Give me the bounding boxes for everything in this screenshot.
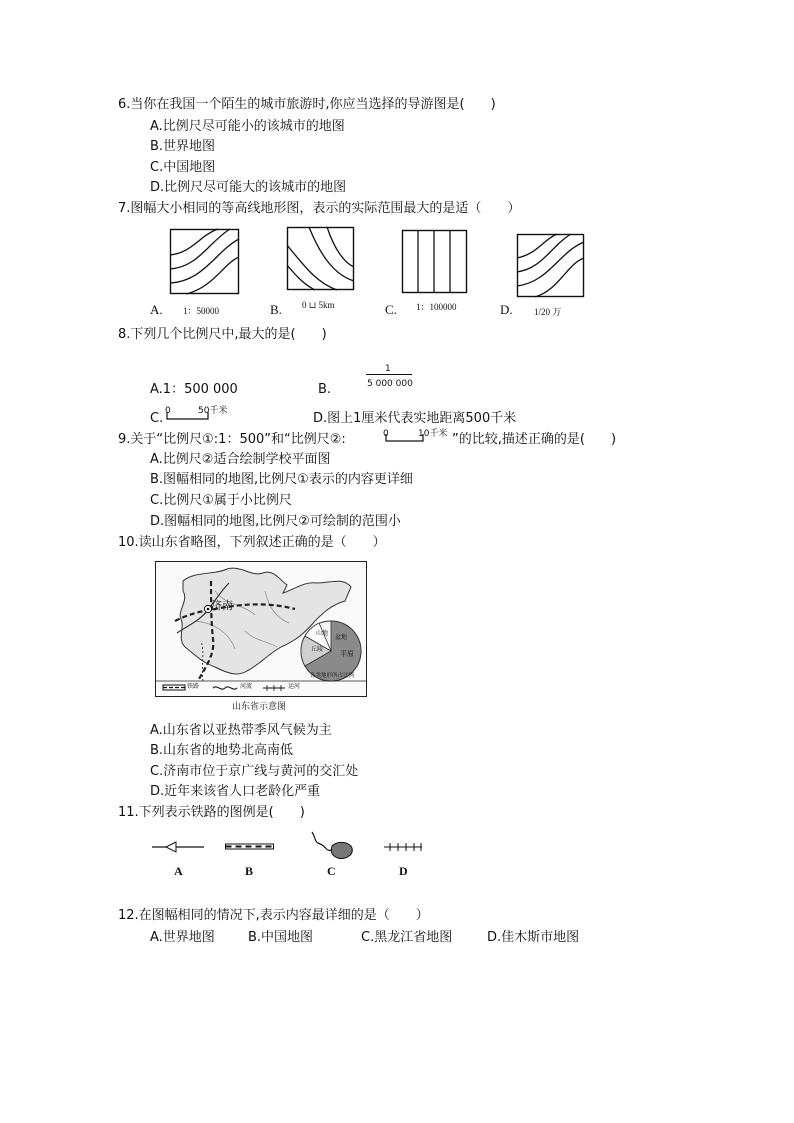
- q7-scale-c: 1：100000: [416, 302, 457, 312]
- q8-stem: 8.下列几个比例尺中,最大的是( ): [118, 327, 327, 342]
- map-city-label: 济南: [211, 599, 233, 612]
- q9-scale-value: 10千米: [418, 429, 448, 439]
- legend-river: 河流: [240, 683, 253, 690]
- q6-option-d: D.比例尺尽可能大的该城市的地图: [150, 180, 347, 195]
- pie-caption: 各类地形所占比例: [310, 673, 355, 679]
- legend-symbol-c: [310, 830, 354, 862]
- q10-option-c: C.济南市位于京广线与黄河的交汇处: [150, 764, 359, 779]
- legend-railway: 铁路: [187, 683, 200, 690]
- q8-option-b-label: B.: [318, 382, 332, 397]
- q8-option-a: A.1：500 000: [150, 382, 238, 397]
- q10-option-d: D.近年来该省人口老龄化严重: [150, 784, 321, 799]
- q10-option-a: A.山东省以亚热带季风气候为主: [150, 723, 332, 738]
- q8-option-b-denominator: 5 000 000: [367, 379, 413, 389]
- q7-scale-a: 1：50000: [183, 306, 220, 316]
- q7-letter-a: A.: [150, 302, 163, 317]
- q10-option-b: B.山东省的地势北高南低: [150, 743, 294, 758]
- q7-letter-b: B.: [270, 302, 282, 317]
- q6-option-a: A.比例尺尽可能小的该城市的地图: [150, 119, 345, 134]
- legend-symbol-d: [384, 841, 424, 853]
- q7-scale-b: 0 ⊔ 5km: [302, 300, 335, 310]
- legend-canal: 运河: [288, 683, 301, 690]
- q7-letter-c: C.: [385, 302, 397, 317]
- q9-stem-suffix: ”的比较,描述正确的是( ): [452, 432, 617, 447]
- q9-option-a: A.比例尺②适合绘制学校平面图: [150, 452, 331, 467]
- q10-stem: 10.读山东省略图，下列叙述正确的是（ ）: [118, 535, 386, 550]
- q12-option-c: C.黑龙江省地图: [361, 930, 453, 945]
- q12-stem: 12.在图幅相同的情况下,表示内容最详细的是（ ）: [118, 908, 429, 923]
- pie-label-basin: 盆地: [335, 634, 348, 641]
- q8-option-c-label: C.: [150, 411, 164, 426]
- q9-stem-prefix: 9.关于“比例尺①:1：500”和“比例尺②:: [118, 432, 346, 447]
- pie-label-hills: 丘陵: [311, 646, 324, 653]
- legend-symbol-b: [225, 842, 275, 852]
- q7-contour-map-c: [402, 230, 468, 294]
- q7-stem: 7.图幅大小相同的等高线地形图，表示的实际范围最大的是适（ ）: [118, 201, 521, 216]
- pie-label-plain: 平原: [340, 650, 354, 658]
- q9-option-b: B.图幅相同的地图,比例尺①表示的内容更详细: [150, 472, 413, 487]
- q11-letter-d: D: [399, 864, 408, 878]
- q7-letter-d: D.: [500, 302, 513, 317]
- q8-option-c-value: 50千米: [198, 406, 228, 416]
- q11-letter-c: C: [327, 864, 336, 878]
- q9-scale-zero: 0: [383, 429, 389, 439]
- q9-option-c: C.比例尺①属于小比例尺: [150, 493, 292, 508]
- q7-contour-map-a: [170, 229, 240, 295]
- q12-option-d: D.佳木斯市地图: [487, 930, 580, 945]
- q12-option-a: A.世界地图: [150, 930, 215, 945]
- q11-letter-a: A: [174, 864, 183, 878]
- q8-option-c-zero: 0: [165, 406, 171, 416]
- q7-contour-map-d: [517, 234, 585, 298]
- q12-option-b: B.中国地图: [248, 930, 314, 945]
- q11-stem: 11.下列表示铁路的图例是( ): [118, 805, 305, 820]
- legend-symbol-a: [152, 841, 204, 853]
- q8-option-d: D.图上1厘米代表实地距离500千米: [313, 411, 517, 426]
- q7-scale-d: 1/20 万: [534, 307, 562, 317]
- q6-option-b: B.世界地图: [150, 139, 216, 154]
- map-caption: 山东省示意图: [232, 702, 287, 712]
- q6-option-c: C.中国地图: [150, 160, 216, 175]
- q7-contour-map-b: [287, 227, 355, 291]
- q8-option-b-numerator: 1: [385, 364, 391, 374]
- pie-label-mountain: 山地: [316, 630, 329, 637]
- q11-letter-b: B: [245, 864, 254, 878]
- q6-stem: 6.当你在我国一个陌生的城市旅游时,你应当选择的导游图是( ): [118, 97, 496, 112]
- q9-option-d: D.图幅相同的地图,比例尺②可绘制的范围小: [150, 514, 401, 529]
